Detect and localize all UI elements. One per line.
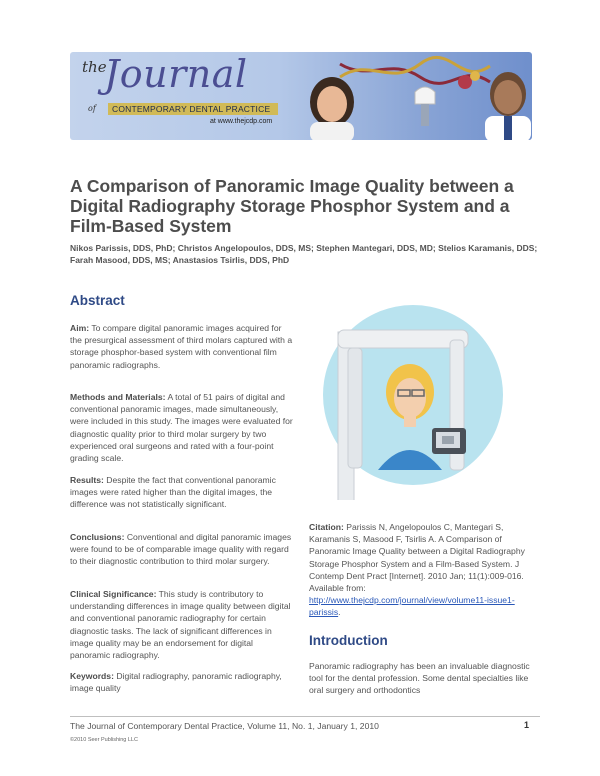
footer-divider <box>70 716 540 717</box>
banner-illustration <box>70 52 532 140</box>
conclusions-text: Conventional and digital panoramic images were found to be of comparable image quality with regard to their diagnostic contribution to third molar surgery. <box>70 532 292 567</box>
results-label: Results: <box>70 475 104 485</box>
banner-journal-word: Journal <box>104 52 248 96</box>
banner-url: at www.thejcdp.com <box>210 118 273 125</box>
abstract-aim <box>70 322 294 371</box>
keywords-text: Digital radiography, panoramic radiography, image quality <box>70 671 282 694</box>
clinical-text: This study is contributory to understanding differences in image quality between digital and conventional panoramic radiography for certain diagnostic tasks. The lack of significant differences in image quality may be an endorsement for digital panoramic radiography. <box>70 589 291 661</box>
introduction-text: Panoramic radiography has been an invaluable diagnostic tool for the dental profession. Some dental specialties like oral surgery and orthodontics <box>309 661 530 696</box>
methods-label: Methods and Materials: <box>70 392 166 402</box>
banner-subtitle: CONTEMPORARY DENTAL PRACTICE <box>108 103 278 115</box>
panoramic-xray-illustration <box>318 300 508 500</box>
dna-strand-icon <box>340 57 490 89</box>
clinical-label: Clinical Significance: <box>70 589 157 599</box>
aim-text: To compare digital panoramic images acquired for the presurgical assessment of third molars captured with a storage phosphor-based system with conventional film panoramic radiographs. <box>70 323 293 370</box>
conclusions-label: Conclusions: <box>70 532 125 542</box>
abstract-methods <box>70 391 294 464</box>
keywords-label: Keywords: <box>70 671 114 681</box>
citation-block <box>309 521 537 619</box>
tooth-implant-icon <box>415 87 435 126</box>
citation-text: Parissis N, Angelopoulos C, Mantegari S, Karamanis S, Masood F, Tsirlis A. A Comparison of Panoramic Image Quality between a Digital Radiography Storage Phosphor System and a Film-Based System. J Contemp Dent Pract [Internet]. 2010 Jan; 11(1):009-016. Available from: <box>309 522 525 594</box>
banner-the: the <box>82 58 107 76</box>
citation-label: Citation: <box>309 522 344 532</box>
article-authors: Nikos Parissis, DDS, PhD; Christos Angelopoulos, DDS, MS; Stephen Mantegari, DDS, MD; Stelios Karamanis, DDS; Farah Masood, DDS, MS; Anastasios Tsirlis, DDS, PhD <box>70 243 538 265</box>
methods-text: A total of 51 pairs of digital and conventional panoramic images, made simultaneously, were included in this study. The images were evaluated for diagnostic quality prior to third molar surgery by two experienced oral surgeons and rated with a four-point grading scale. <box>70 392 293 464</box>
results-text: Despite the fact that conventional panoramic images were rated higher than the digital images, the difference was not statistically significant. <box>70 475 276 510</box>
abstract-conclusions <box>70 531 294 568</box>
person-woman-avatar <box>310 77 354 140</box>
abstract-clinical-significance <box>70 588 294 661</box>
abstract-keywords <box>70 670 294 694</box>
journal-banner <box>70 52 532 140</box>
article-title: A Comparison of Panoramic Image Quality between a Digital Radiography Storage Phosphor System and a Film-Based System <box>70 176 514 236</box>
introduction-heading: Introduction <box>309 633 388 648</box>
footer-copyright: ©2010 Seer Publishing LLC <box>70 737 138 743</box>
citation-link[interactable]: http://www.thejcdp.com/journal/view/volume11-issue1-parissis <box>309 595 515 618</box>
page-number: 1 <box>524 720 530 730</box>
abstract-results <box>70 474 294 511</box>
banner-of: of <box>88 104 96 113</box>
citation-end: . <box>338 607 341 618</box>
person-man-avatar <box>485 72 531 140</box>
abstract-heading: Abstract <box>70 293 125 308</box>
aim-label: Aim: <box>70 323 90 333</box>
control-panel-icon <box>432 428 466 454</box>
footer-journal-line: The Journal of Contemporary Dental Practice, Volume 11, No. 1, January 1, 2010 <box>70 721 379 731</box>
